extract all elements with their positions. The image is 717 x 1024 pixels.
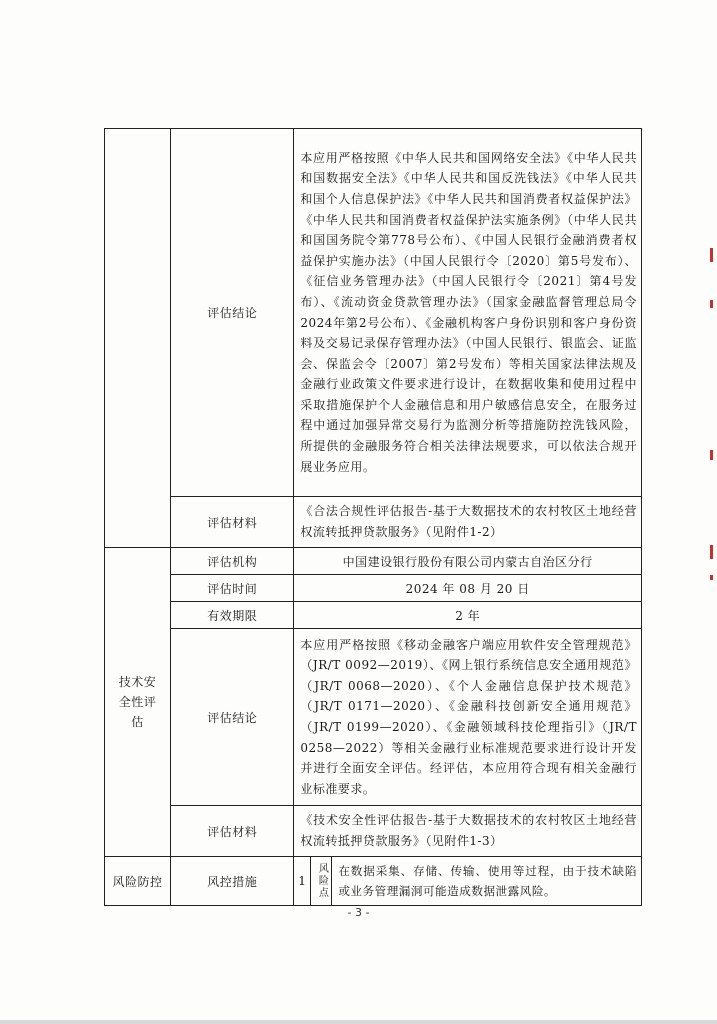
category-tech-security-label: 技术安全性评估 (118, 675, 157, 729)
table-row (105, 575, 642, 602)
category-cell-empty (105, 129, 171, 548)
table-row (105, 629, 642, 806)
risk-point-label: 风险点 (311, 857, 332, 905)
tech-material-text: 《技术安全性评估报告-基于大数据技术的农村牧区土地经营权流转抵押贷款服务》（见附件1-3） (294, 806, 642, 857)
compliance-conclusion-text: 本应用严格按照《中华人民共和国网络安全法》《中华人民共和国数据安全法》《中华人民共和国反洗钱法》《中华人民共和国个人信息保护法》《中华人民共和国消费者权益保护法》《中华人民共和国消费者权益保护法实施条例》（中华人民共和国国务院令第778号公布）、《中国人民银行金融消费者权益保护实施办法》（中国人民银行令〔2020〕第5号发布）、《征信业务管理办法》（中国人民银行令〔2021〕第4号发布）、《流动资金贷款管理办法》（国家金融监督管理总局令2024年第2号公布）、《金融机构客户身份识别和客户身份资料及交易记录保存管理办法》（中国人民银行、银监会、证监会、保监会令〔2007〕第2号发布）等相关国家法律法规及金融行业政策文件要求进行设计，在数据收集和使用过程中采取措施保护个人金融信息和用户敏感信息安全，在服务过程中通过加强异常交易行为监测分析等措施防控洗钱风险，所提供的金融服务符合相关法律法规要求，可以依法合规开展业务应用。 (294, 129, 642, 497)
table-row (105, 602, 642, 629)
row-label-material: 评估材料 (171, 806, 294, 857)
category-risk-control: 风险防控 (105, 857, 171, 906)
row-label-time: 评估时间 (171, 575, 294, 602)
edge-seal-mark (710, 575, 713, 580)
edge-seal-mark (710, 450, 713, 460)
time-value: 2024 年 08 月 20 日 (294, 575, 642, 602)
table-row (105, 497, 642, 548)
validity-value: 2 年 (294, 602, 642, 629)
table-row (105, 129, 642, 497)
scan-edge-strip (0, 1020, 717, 1024)
table-row (105, 806, 642, 857)
table-row (105, 857, 642, 906)
edge-seal-mark (710, 545, 713, 559)
risk-measure-cell (294, 857, 642, 906)
edge-seal-mark (710, 300, 713, 308)
assessment-table (104, 128, 642, 906)
row-label-agency: 评估机构 (171, 548, 294, 575)
edge-seal-mark (710, 248, 713, 262)
row-label-risk-measures: 风控措施 (171, 857, 294, 906)
table-row (105, 548, 642, 575)
risk-number: 1 (294, 857, 311, 905)
row-label-validity: 有效期限 (171, 602, 294, 629)
compliance-material-text: 《合法合规性评估报告-基于大数据技术的农村牧区土地经营权流转抵押贷款服务》（见附件1-2） (294, 497, 642, 548)
agency-value: 中国建设银行股份有限公司内蒙古自治区分行 (294, 548, 642, 575)
row-label-conclusion: 评估结论 (171, 629, 294, 806)
row-label-conclusion: 评估结论 (171, 129, 294, 497)
category-tech-security (105, 548, 171, 857)
row-label-material: 评估材料 (171, 497, 294, 548)
risk-point-text: 在数据采集、存储、传输、使用等过程，由于技术缺陷或业务管理漏洞可能造成数据泄露风险。 (338, 864, 637, 898)
tech-conclusion-text: 本应用严格按照《移动金融客户端应用软件安全管理规范》（JR/T 0092—2019）、《网上银行系统信息安全通用规范》（JR/T 0068—2020）、《个人金融信息保护技术规范》（JR/T 0171—2020）、《金融科技创新安全通用规范》（JR/T 0199—2020）、《金融领域科技伦理指引》（JR/T 0258—2022）等相关金融行业标准规范要求进行设计开发并进行全面安全评估。经评估，本应用符合现有相关金融行业标准要求。 (294, 629, 642, 806)
page-number: - 3 - (347, 906, 370, 919)
